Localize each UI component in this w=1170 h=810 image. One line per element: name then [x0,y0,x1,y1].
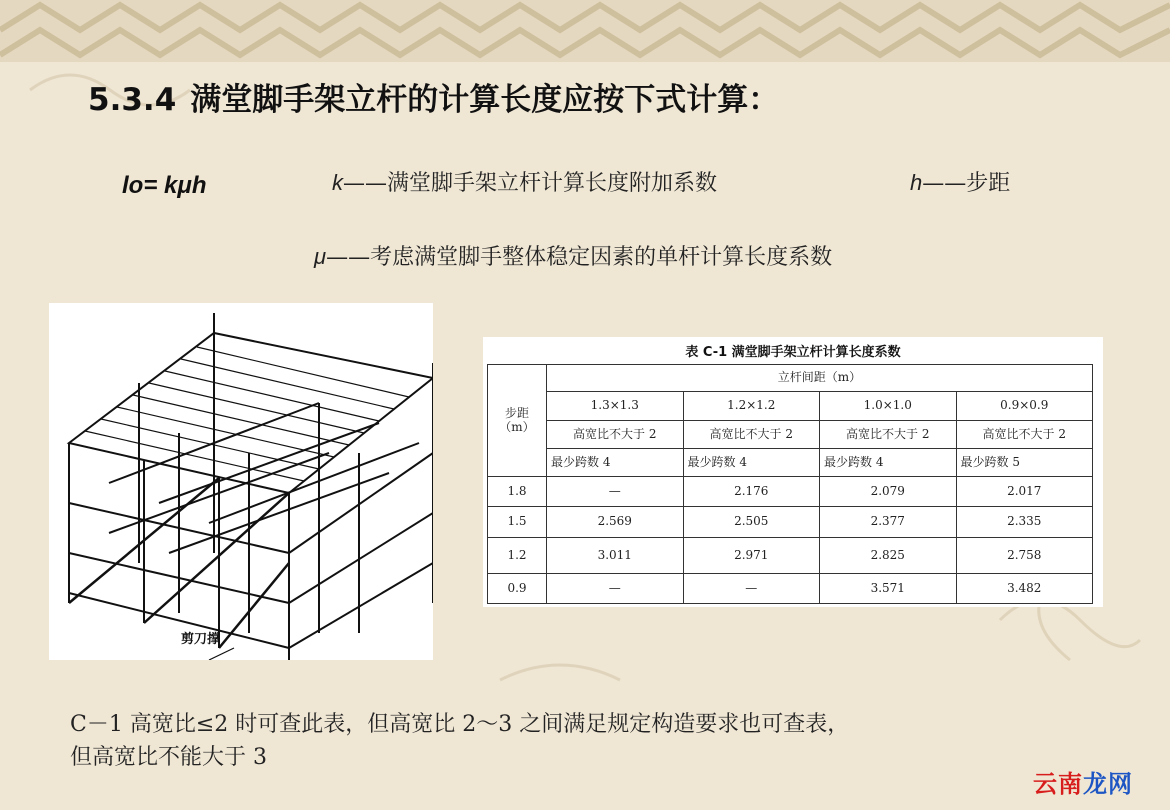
min-span-cell: 最少跨数 4 [820,449,957,477]
logo-part-1: 云南 [1033,770,1083,798]
table-row [488,392,1093,421]
scaffold-illustration [49,303,433,660]
value-cell: 2.017 [956,477,1093,507]
table-note [70,708,1070,774]
ratio-cell: 高宽比不大于 2 [956,421,1093,449]
step-cell: 1.8 [488,477,547,507]
table-row [488,365,1093,392]
symbol-h: h [910,170,923,195]
table-row [488,538,1093,574]
table-row [488,449,1093,477]
value-cell: 2.971 [683,538,820,574]
spacing-header: 1.2×1.2 [683,392,820,421]
section-title: 满堂脚手架立杆的计算长度应按下式计算： [190,82,780,118]
step-header: 步距 （m） [488,365,547,477]
definition-mu-text: ——考虑满堂脚手整体稳定因素的单杆计算长度系数 [326,245,833,270]
note-line-1: C－1 高宽比≤2 时可查此表，但高宽比 2～3 之间满足规定构造要求也可查表， [70,712,850,737]
value-cell: 2.758 [956,538,1093,574]
table-row [488,421,1093,449]
table-row [488,477,1093,507]
spacing-header: 1.0×1.0 [820,392,957,421]
table-row [488,507,1093,538]
min-span-cell: 最少跨数 4 [683,449,820,477]
definition-k [332,166,717,197]
value-cell: 2.569 [547,507,684,538]
min-span-cell: 最少跨数 5 [956,449,1093,477]
symbol-mu: μ [314,244,327,269]
site-logo [1033,764,1133,799]
table-caption: 表 C-1 满堂脚手架立杆计算长度系数 [685,345,901,360]
definition-mu [314,240,832,271]
ratio-cell: 高宽比不大于 2 [820,421,957,449]
coefficient-table-image [483,337,1103,607]
ratio-cell: 高宽比不大于 2 [547,421,684,449]
value-cell: 2.505 [683,507,820,538]
step-cell: 1.5 [488,507,547,538]
value-cell: 2.335 [956,507,1093,538]
coefficient-table [487,364,1093,604]
value-cell: — [547,574,684,604]
table-row [488,574,1093,604]
step-cell: 1.2 [488,538,547,574]
spacing-header: 0.9×0.9 [956,392,1093,421]
value-cell: 2.176 [683,477,820,507]
definition-h-text: ——步距 [922,171,1011,196]
value-cell: 2.079 [820,477,957,507]
definition-h [910,166,1010,197]
step-cell: 0.9 [488,574,547,604]
value-cell: 3.571 [820,574,957,604]
value-cell: 3.482 [956,574,1093,604]
section-number: 5.3.4 [88,82,177,118]
formula: lo= kμh [122,172,207,199]
logo-part-2: 龙网 [1083,770,1133,798]
value-cell: 2.377 [820,507,957,538]
page-title [88,74,779,119]
symbol-k: k [332,170,343,195]
definition-k-text: ——满堂脚手架立杆计算长度附加系数 [343,171,718,196]
value-cell: 3.011 [547,538,684,574]
spacing-group-header: 立杆间距（m） [547,365,1093,392]
scaffold-drawing [49,303,433,660]
value-cell: 2.825 [820,538,957,574]
note-line-2: 但高宽比不能大于 3 [70,745,267,770]
ratio-cell: 高宽比不大于 2 [683,421,820,449]
value-cell: — [547,477,684,507]
min-span-cell: 最少跨数 4 [547,449,684,477]
scissor-brace-label: 剪刀撑 [181,632,221,647]
value-cell: — [683,574,820,604]
spacing-header: 1.3×1.3 [547,392,684,421]
